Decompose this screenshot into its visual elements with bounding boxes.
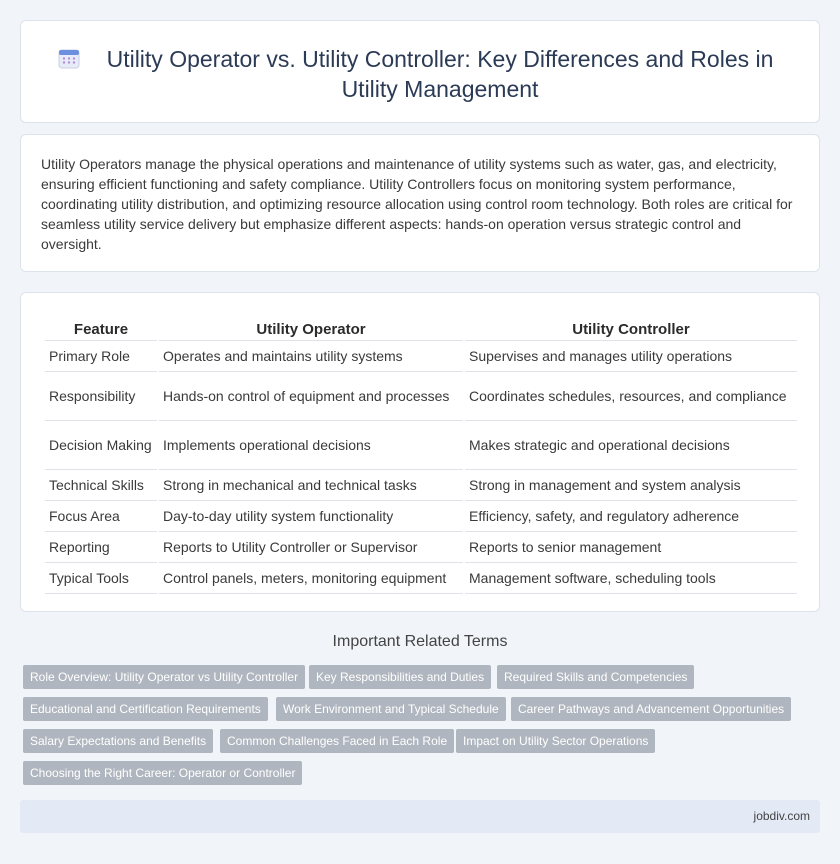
- table-row: [45, 421, 797, 470]
- footer: [20, 800, 820, 833]
- table-cell: Focus Area: [45, 501, 157, 532]
- header-utility-operator: Utility Operator: [159, 315, 463, 341]
- table-cell: Day-to-day utility system functionality: [159, 501, 463, 532]
- calendar-icon: [58, 47, 80, 69]
- intro-card: [20, 134, 820, 272]
- tag-work-environment[interactable]: Work Environment and Typical Schedule: [276, 697, 506, 721]
- header-card: [20, 20, 820, 123]
- table-cell: Hands-on control of equipment and processes: [159, 372, 463, 421]
- table-cell: Decision Making: [45, 421, 157, 470]
- tag-role-overview[interactable]: Role Overview: Utility Operator vs Utility Controller: [23, 665, 305, 689]
- table-cell: Makes strategic and operational decisions: [465, 421, 797, 470]
- comparison-table: [43, 315, 799, 594]
- header-feature: Feature: [45, 315, 157, 341]
- table-row: [45, 470, 797, 501]
- table-cell: Strong in mechanical and technical tasks: [159, 470, 463, 501]
- tag-required-skills[interactable]: Required Skills and Competencies: [497, 665, 694, 689]
- table-cell: Efficiency, safety, and regulatory adherence: [465, 501, 797, 532]
- table-cell: Implements operational decisions: [159, 421, 463, 470]
- table-cell: Primary Role: [45, 341, 157, 372]
- tag-career-pathways[interactable]: Career Pathways and Advancement Opportunities: [511, 697, 791, 721]
- table-cell: Control panels, meters, monitoring equipment: [159, 563, 463, 594]
- table-cell: Strong in management and system analysis: [465, 470, 797, 501]
- table-cell: Reports to senior management: [465, 532, 797, 563]
- page-title: Utility Operator vs. Utility Controller: Key Differences and Roles in Utility Management: [106, 46, 774, 102]
- tag-impact-operations[interactable]: Impact on Utility Sector Operations: [456, 729, 655, 753]
- table-row: [45, 501, 797, 532]
- table-cell: Management software, scheduling tools: [465, 563, 797, 594]
- table-cell: Operates and maintains utility systems: [159, 341, 463, 372]
- table-cell: Coordinates schedules, resources, and compliance: [465, 372, 797, 421]
- table-cell: Responsibility: [45, 372, 157, 421]
- table-cell: Technical Skills: [45, 470, 157, 501]
- table-row: [45, 563, 797, 594]
- tag-common-challenges[interactable]: Common Challenges Faced in Each Role: [220, 729, 454, 753]
- table-cell: Typical Tools: [45, 563, 157, 594]
- footer-site-link[interactable]: jobdiv.com: [753, 809, 810, 823]
- tag-educational-requirements[interactable]: Educational and Certification Requirements: [23, 697, 268, 721]
- table-header-row: [45, 315, 797, 341]
- table-row: [45, 532, 797, 563]
- related-terms-title: Important Related Terms: [332, 633, 508, 650]
- header-utility-controller: Utility Controller: [465, 315, 797, 341]
- table-cell: Supervises and manages utility operations: [465, 341, 797, 372]
- table-row: [45, 341, 797, 372]
- tag-choosing-career[interactable]: Choosing the Right Career: Operator or Controller: [23, 761, 302, 785]
- table-row: [45, 372, 797, 421]
- tag-key-responsibilities[interactable]: Key Responsibilities and Duties: [309, 665, 491, 689]
- table-cell: Reporting: [45, 532, 157, 563]
- intro-text: Utility Operators manage the physical operations and maintenance of utility systems such as water, gas, and electricity, ensuring efficient functioning and safety compliance. Utility Controllers focus on monitoring system performance, coordinating utility distribution, and optimizing resource allocation using control room technology. Both roles are critical for seamless utility service delivery but emphasize different aspects: hands-on operation versus strategic control and oversight.: [41, 156, 793, 252]
- comparison-card: [20, 292, 820, 612]
- table-cell: Reports to Utility Controller or Supervisor: [159, 532, 463, 563]
- tag-salary-expectations[interactable]: Salary Expectations and Benefits: [23, 729, 213, 753]
